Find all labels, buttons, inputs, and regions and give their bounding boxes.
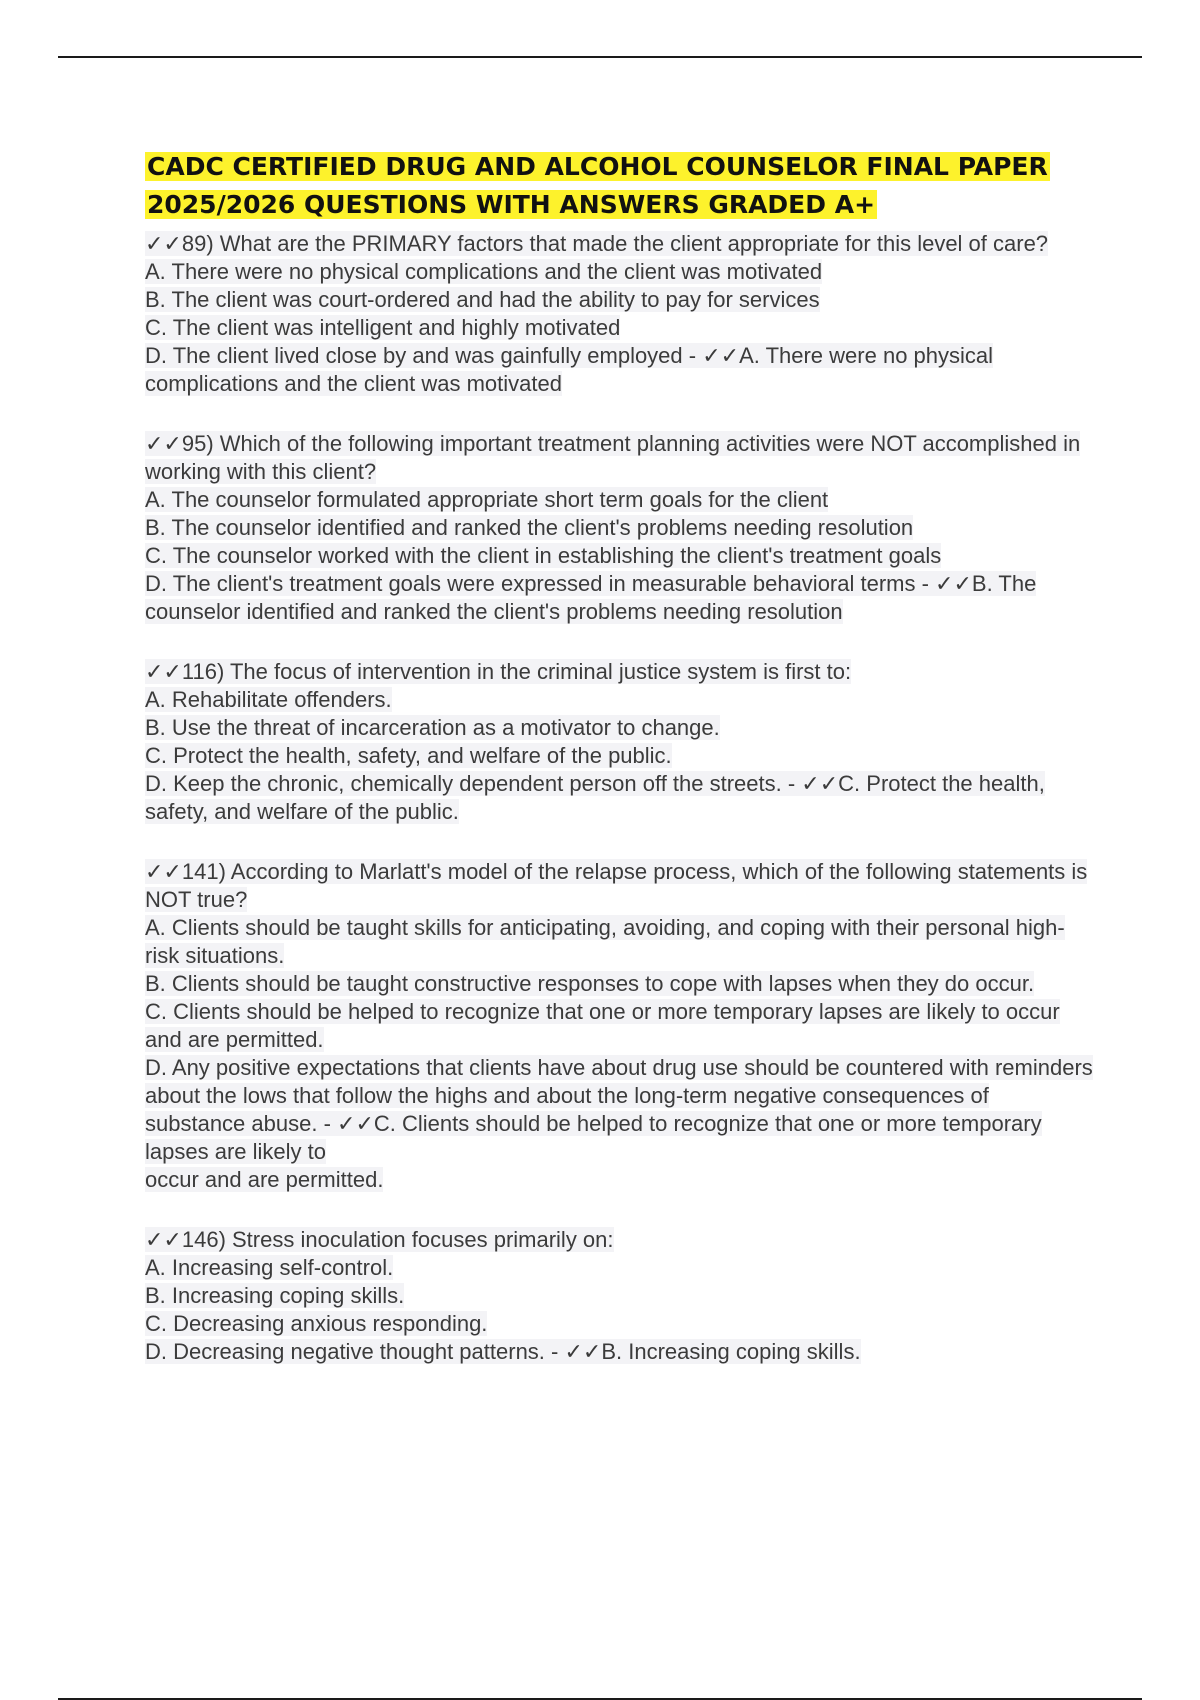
question-141-option-d-answer: D. Any positive expectations that clients have about drug use should be countered with reminders about the lows that follow the highs and about the long-term negative consequences of substance abuse. - ✓✓C. Clients should be helped to recognize that one or more temporary lapses are likely to <box>145 1055 1093 1164</box>
question-89-option-b: B. The client was court-ordered and had the ability to pay for services <box>145 287 820 312</box>
question-141-answer-continuation: occur and are permitted. <box>145 1167 384 1192</box>
document-body <box>145 148 1095 1398</box>
question-146-option-c: C. Decreasing anxious responding. <box>145 1311 488 1336</box>
question-146-option-d-answer: D. Decreasing negative thought patterns. - ✓✓B. Increasing coping skills. <box>145 1339 861 1364</box>
question-89-option-a: A. There were no physical complications and the client was motivated <box>145 259 823 284</box>
question-block-146 <box>145 1226 1095 1366</box>
question-116-stem: ✓✓116) The focus of intervention in the criminal justice system is first to: <box>145 659 852 684</box>
document-title <box>145 148 1095 224</box>
header-rule <box>58 56 1142 58</box>
title-highlight: CADC CERTIFIED DRUG AND ALCOHOL COUNSELOR FINAL PAPER 2025/2026 QUESTIONS WITH ANSWERS GRADED A+ <box>147 152 1048 219</box>
question-block-141 <box>145 858 1095 1194</box>
question-141-option-a: A. Clients should be taught skills for anticipating, avoiding, and coping with their personal high-risk situations. <box>145 915 1065 968</box>
question-95-option-d-answer: D. The client's treatment goals were expressed in measurable behavioral terms - ✓✓B. The counselor identified and ranked the client's problems needing resolution <box>145 571 1037 624</box>
question-89-stem: ✓✓89) What are the PRIMARY factors that made the client appropriate for this level of care? <box>145 231 1049 256</box>
question-89-option-c: C. The client was intelligent and highly motivated <box>145 315 621 340</box>
question-89-option-d-answer: D. The client lived close by and was gainfully employed - ✓✓A. There were no physical complications and the client was motivated <box>145 343 994 396</box>
question-95-stem: ✓✓95) Which of the following important treatment planning activities were NOT accomplished in working with this client? <box>145 431 1081 484</box>
question-146-option-b: B. Increasing coping skills. <box>145 1283 405 1308</box>
question-141-option-b: B. Clients should be taught constructive responses to cope with lapses when they do occur. <box>145 971 1035 996</box>
question-116-option-a: A. Rehabilitate offenders. <box>145 687 392 712</box>
question-95-option-c: C. The counselor worked with the client in establishing the client's treatment goals <box>145 543 942 568</box>
question-95-option-b: B. The counselor identified and ranked the client's problems needing resolution <box>145 515 914 540</box>
question-block-89 <box>145 230 1095 398</box>
question-141-stem: ✓✓141) According to Marlatt's model of the relapse process, which of the following statements is NOT true? <box>145 859 1088 912</box>
question-block-95 <box>145 430 1095 626</box>
question-146-option-a: A. Increasing self-control. <box>145 1255 394 1280</box>
question-141-option-c: C. Clients should be helped to recognize that one or more temporary lapses are likely to occur and are permitted. <box>145 999 1060 1052</box>
question-116-option-d-answer: D. Keep the chronic, chemically dependent person off the streets. - ✓✓C. Protect the health, safety, and welfare of the public. <box>145 771 1045 824</box>
question-146-stem: ✓✓146) Stress inoculation focuses primarily on: <box>145 1227 614 1252</box>
question-116-option-c: C. Protect the health, safety, and welfare of the public. <box>145 743 672 768</box>
question-95-option-a: A. The counselor formulated appropriate short term goals for the client <box>145 487 829 512</box>
question-116-option-b: B. Use the threat of incarceration as a motivator to change. <box>145 715 720 740</box>
question-block-116 <box>145 658 1095 826</box>
